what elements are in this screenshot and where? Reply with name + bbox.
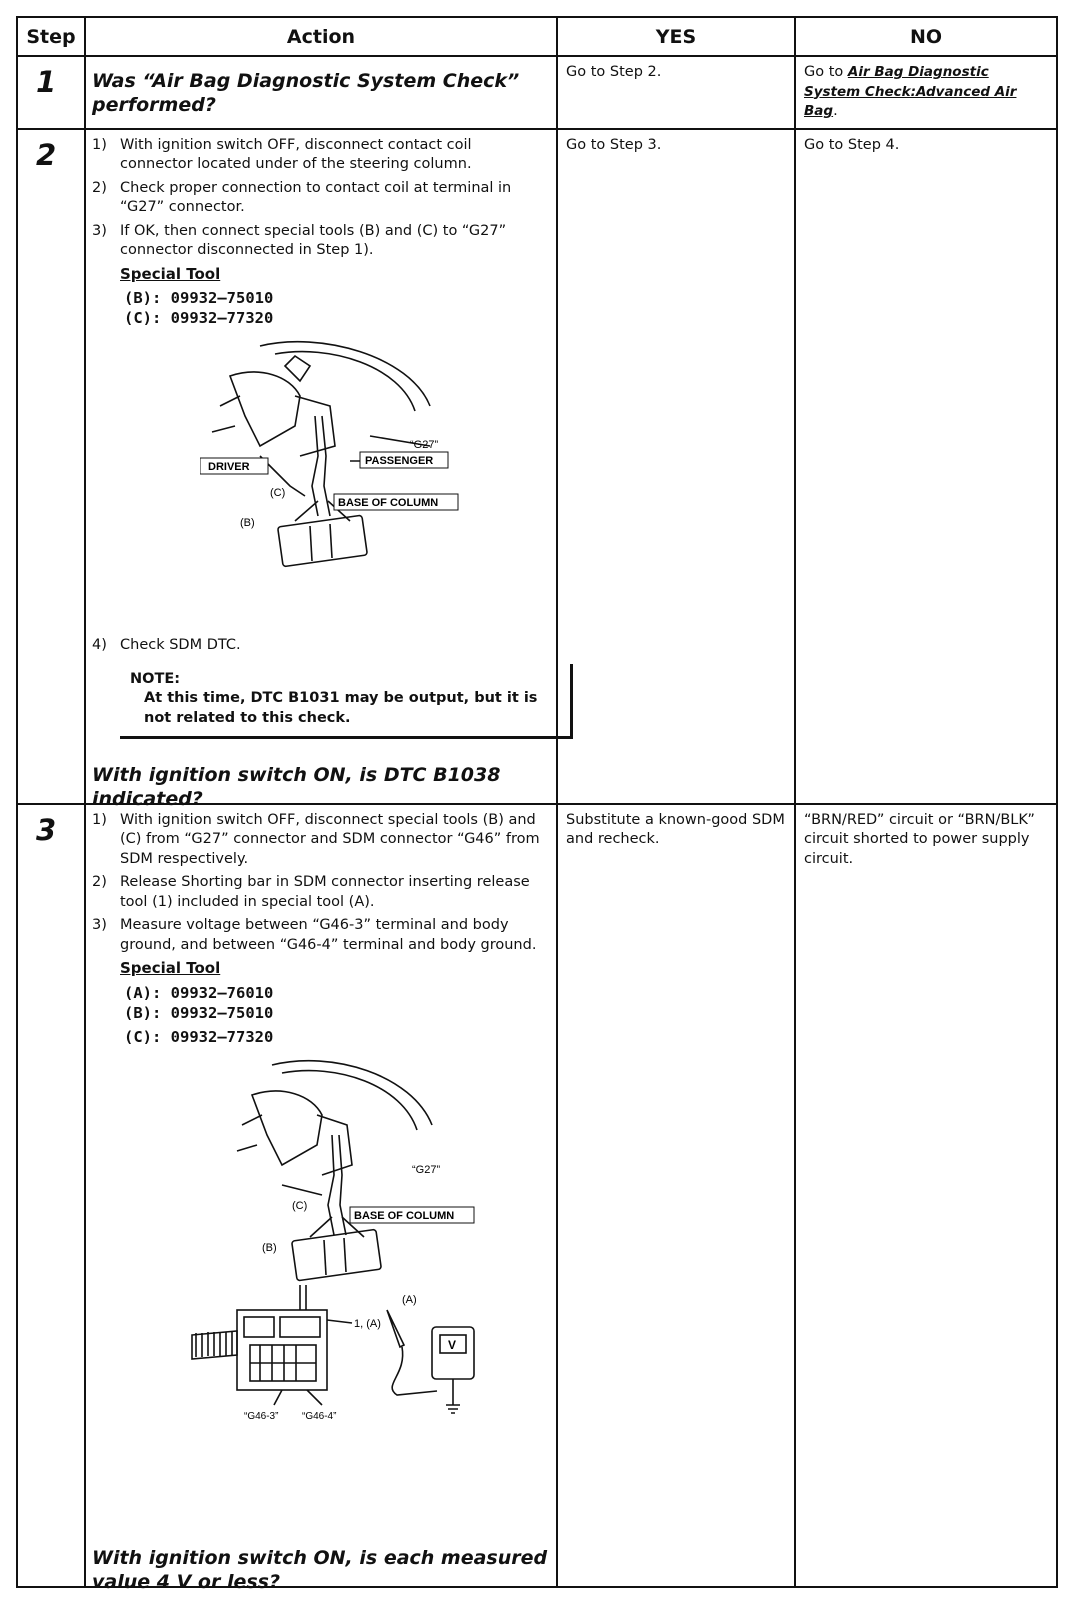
header-row	[17, 17, 1057, 56]
note-box	[120, 664, 573, 740]
table-row	[17, 129, 1057, 804]
note-title: NOTE:	[130, 670, 181, 687]
item-text: With ignition switch OFF, disconnect special tools (B) and (C) from “G27” connector and SDM connector “G46” from SDM respectively.	[120, 811, 540, 867]
advanced-air-bag-check-link[interactable]: Air Bag Diagnostic System Check:Advanced Air Bag	[804, 64, 1017, 119]
no-result: Go to Step 4.	[804, 136, 900, 153]
item-text: With ignition switch OFF, disconnect contact coil connector located under of the steering column.	[120, 136, 472, 172]
item-number: 1)	[92, 811, 107, 828]
item-text: Check SDM DTC.	[120, 637, 241, 653]
header-action: Action	[85, 17, 557, 56]
procedure-item	[92, 873, 548, 912]
no-prefix: Go to	[804, 64, 848, 80]
item-number: 1)	[92, 136, 107, 153]
item-text: Check proper connection to contact coil at terminal in “G27” connector.	[120, 179, 512, 215]
driver-label: DRIVER	[208, 461, 250, 473]
note-text: At this time, DTC B1031 may be output, but it is not related to this check.	[144, 690, 538, 726]
procedure-list	[92, 811, 548, 956]
step-question: Was “Air Bag Diagnostic System Check” performed?	[92, 70, 520, 116]
tool-b-label: (B)	[262, 1241, 277, 1254]
special-tool-block	[120, 959, 548, 1047]
step-question: With ignition switch ON, is each measured value 4 V or less?	[92, 1546, 548, 1593]
tool-b-label: (B)	[240, 517, 255, 529]
step-number: 1	[36, 65, 57, 99]
item-number: 2)	[92, 179, 107, 196]
yes-result: Substitute a known-good SDM and recheck.	[566, 811, 785, 847]
item-text: Measure voltage between “G46-3” terminal and body ground, and between “G46-4” terminal and body ground.	[120, 917, 537, 953]
header-yes: YES	[557, 17, 795, 56]
tool-c-label: (C)	[270, 487, 286, 499]
step-question: With ignition switch ON, is DTC B1038 indicated?	[92, 763, 501, 810]
header-no: NO	[795, 17, 1057, 56]
base-of-column-label: BASE OF COLUMN	[354, 1209, 455, 1222]
special-tool-item: (B): 09932–75010	[124, 289, 274, 307]
no-result	[796, 57, 1056, 128]
special-tool-item: (C): 09932–77320	[124, 309, 274, 327]
table-row	[17, 56, 1057, 129]
steering-column-connector-diagram	[200, 336, 500, 576]
procedure-item	[92, 636, 548, 656]
yes-result: Go to Step 3.	[566, 136, 662, 153]
special-tool-title: Special Tool	[120, 959, 221, 977]
procedure-item	[92, 136, 548, 175]
voltmeter-label: V	[448, 1337, 457, 1352]
special-tool-item: (B): 09932–75010	[124, 1003, 274, 1022]
g27-label: “G27”	[410, 439, 439, 451]
step-number: 2	[36, 137, 57, 172]
procedure-list	[92, 636, 548, 656]
g27-label: “G27”	[412, 1163, 441, 1176]
passenger-label: PASSENGER	[365, 455, 434, 467]
special-tool-block	[120, 265, 548, 329]
special-tool-item: (C): 09932–77320	[124, 1027, 274, 1046]
item-number: 3)	[92, 917, 107, 933]
item-number: 4)	[92, 637, 107, 653]
diagnostic-table	[16, 16, 1058, 1593]
yes-result: Go to Step 2.	[566, 64, 662, 80]
procedure-item	[92, 811, 548, 870]
g46-4-label: “G46-4”	[302, 1410, 337, 1422]
release-tool-label: 1, (A)	[354, 1317, 381, 1330]
procedure-item	[92, 179, 548, 218]
item-text: If OK, then connect special tools (B) and (C) to “G27” connector disconnected in Step 1).	[120, 222, 507, 258]
item-number: 2)	[92, 874, 107, 890]
tool-a-label: (A)	[402, 1293, 417, 1306]
no-result: “BRN/RED” circuit or “BRN/BLK” circuit shorted to power supply circuit.	[804, 811, 1035, 867]
item-number: 3)	[92, 222, 107, 239]
no-suffix: .	[833, 103, 838, 119]
header-step: Step	[17, 17, 85, 56]
special-tool-title: Special Tool	[120, 264, 221, 283]
sdm-connector-voltage-diagram	[182, 1055, 502, 1435]
base-of-column-label: BASE OF COLUMN	[338, 497, 439, 509]
procedure-list	[92, 136, 548, 261]
procedure-item	[92, 916, 548, 955]
g46-3-label: “G46-3”	[244, 1410, 279, 1422]
procedure-item	[92, 222, 548, 261]
step-number: 3	[36, 812, 57, 847]
item-text: Release Shorting bar in SDM connector inserting release tool (1) included in special tool (A).	[120, 874, 530, 910]
tool-c-label: (C)	[292, 1199, 308, 1212]
table-row	[17, 804, 1057, 1587]
special-tool-item: (A): 09932–76010	[124, 983, 274, 1002]
